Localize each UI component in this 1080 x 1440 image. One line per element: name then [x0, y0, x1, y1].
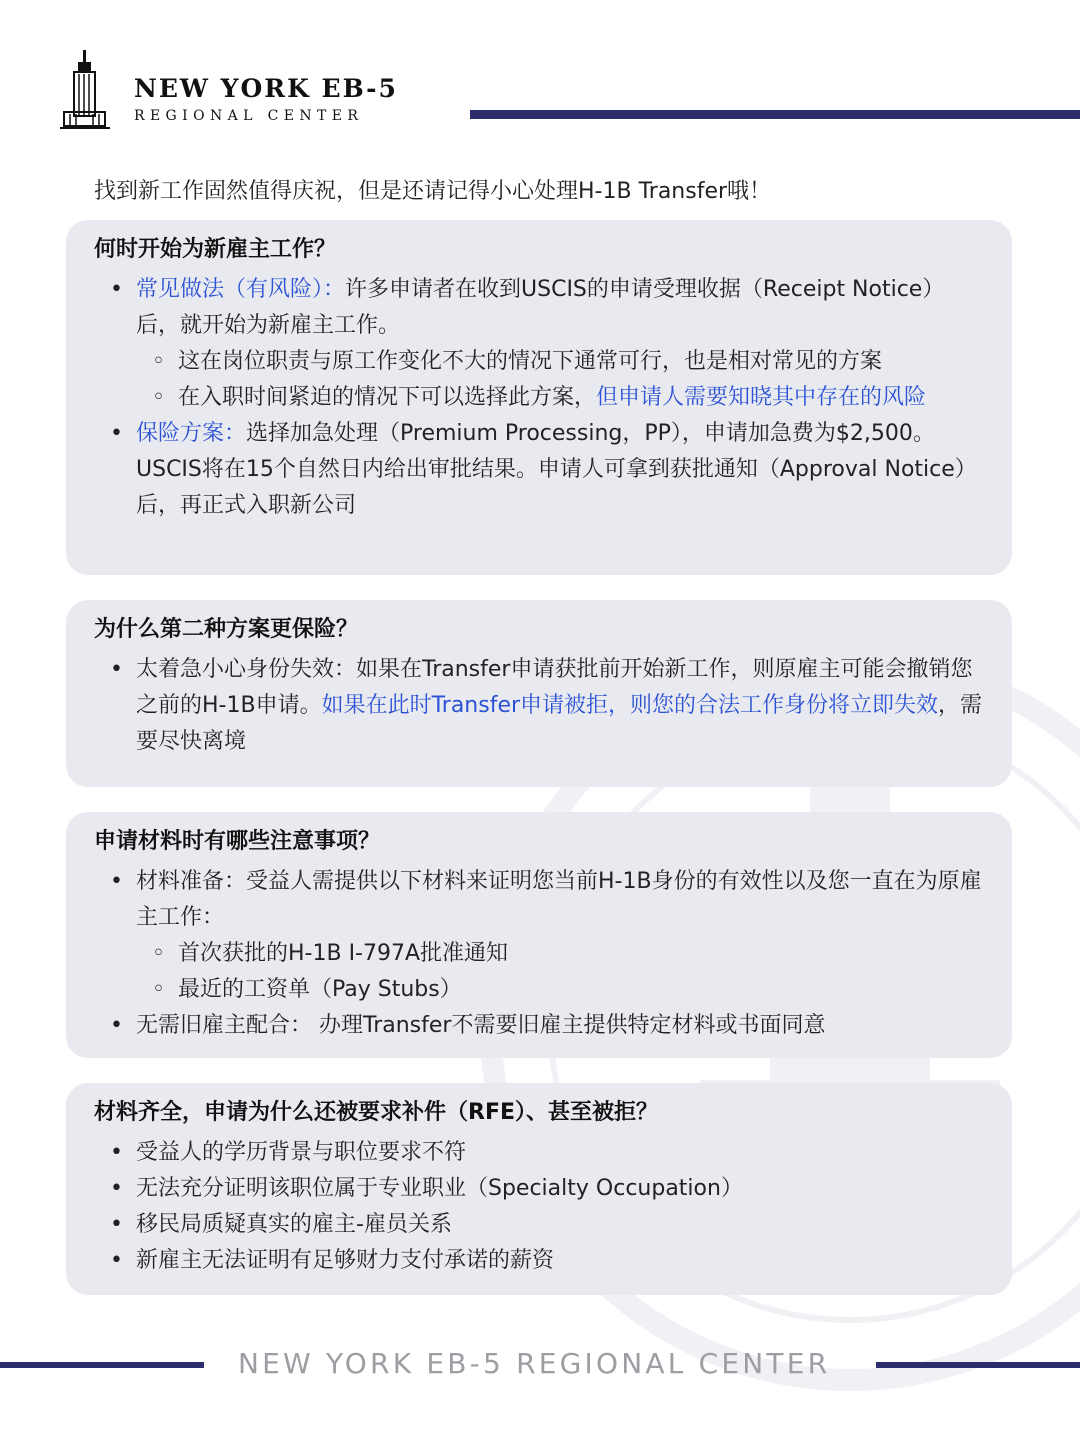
section-why-safer	[66, 600, 1012, 787]
section-title: 为什么第二种方案更保险？	[94, 617, 359, 642]
footer-divider-left	[0, 1362, 204, 1368]
section-title: 材料齐全，申请为什么还被要求补件（RFE）、甚至被拒？	[94, 1100, 658, 1125]
sub-list-item: ◦ 这在岗位职责与原工作变化不大的情况下通常可行，也是相对常见的方案	[94, 344, 984, 380]
list-item: • 受益人的学历背景与职位要求不符	[94, 1135, 984, 1171]
item-highlight: 但申请人需要知晓其中存在的风险	[596, 385, 927, 410]
intro-text: 找到新工作固然值得庆祝，但是还请记得小心处理H-1B Transfer哦！	[94, 179, 772, 204]
item-text: 在入职时间紧迫的情况下可以选择此方案，	[178, 385, 597, 410]
footer-text: NEW YORK EB-5 REGIONAL CENTER	[238, 1347, 831, 1380]
section-rfe-reasons	[66, 1083, 1012, 1295]
list-item: • 无法充分证明该职位属于专业职业（Specialty Occupation）	[94, 1171, 984, 1207]
sub-list-item: ◦ 最近的工资单（Pay Stubs）	[94, 972, 984, 1008]
item-label: 常见做法（有风险）：	[136, 277, 346, 302]
sub-list-item: ◦ 首次获批的H-1B I-797A批准通知	[94, 936, 984, 972]
header	[0, 0, 1080, 150]
header-divider	[470, 110, 1080, 119]
item-tail: ，需要尽快离境	[136, 693, 983, 754]
list-item	[94, 652, 984, 760]
section-title: 何时开始为新雇主工作？	[94, 237, 337, 262]
footer-divider-right	[876, 1362, 1080, 1368]
item-text: 太着急小心身份失效：如果在Transfer申请获批前开始新工作，则原雇主可能会撤销您之前的H-1B申请。	[136, 657, 973, 718]
section-list	[94, 1135, 984, 1279]
section-list	[94, 272, 984, 524]
list-item: • 材料准备：受益人需提供以下材料来证明您当前H-1B身份的有效性以及您一直在为原雇主工作：	[94, 864, 984, 936]
logo-subtitle: REGIONAL CENTER	[134, 108, 364, 124]
section-start-date	[66, 220, 1012, 575]
logo-title: NEW YORK EB-5	[134, 74, 398, 103]
section-list	[94, 652, 984, 760]
item-text: 选择加急处理（Premium Processing，PP），申请加急费为$2,500。USCIS将在15个自然日内给出审批结果。申请人可拿到获批通知（Approval Notice）后，再正式入职新公司	[136, 421, 977, 518]
skyscraper-icon	[60, 50, 110, 130]
item-highlight: 如果在此时Transfer申请被拒，则您的合法工作身份将立即失效	[321, 693, 939, 718]
list-item: • 无需旧雇主配合： 办理Transfer不需要旧雇主提供特定材料或书面同意	[94, 1008, 984, 1044]
list-item	[94, 416, 984, 524]
section-list	[94, 864, 984, 1044]
section-material-notes	[66, 812, 1012, 1058]
list-item	[94, 272, 984, 344]
item-text: 许多申请者在收到USCIS的申请受理收据（Receipt Notice）后，就开始为新雇主工作。	[136, 277, 945, 338]
list-item: • 移民局质疑真实的雇主-雇员关系	[94, 1207, 984, 1243]
sub-list-item	[94, 380, 984, 416]
item-label: 保险方案：	[136, 421, 247, 446]
section-title: 申请材料时有哪些注意事项？	[94, 829, 381, 854]
list-item: • 新雇主无法证明有足够财力支付承诺的薪资	[94, 1243, 984, 1279]
